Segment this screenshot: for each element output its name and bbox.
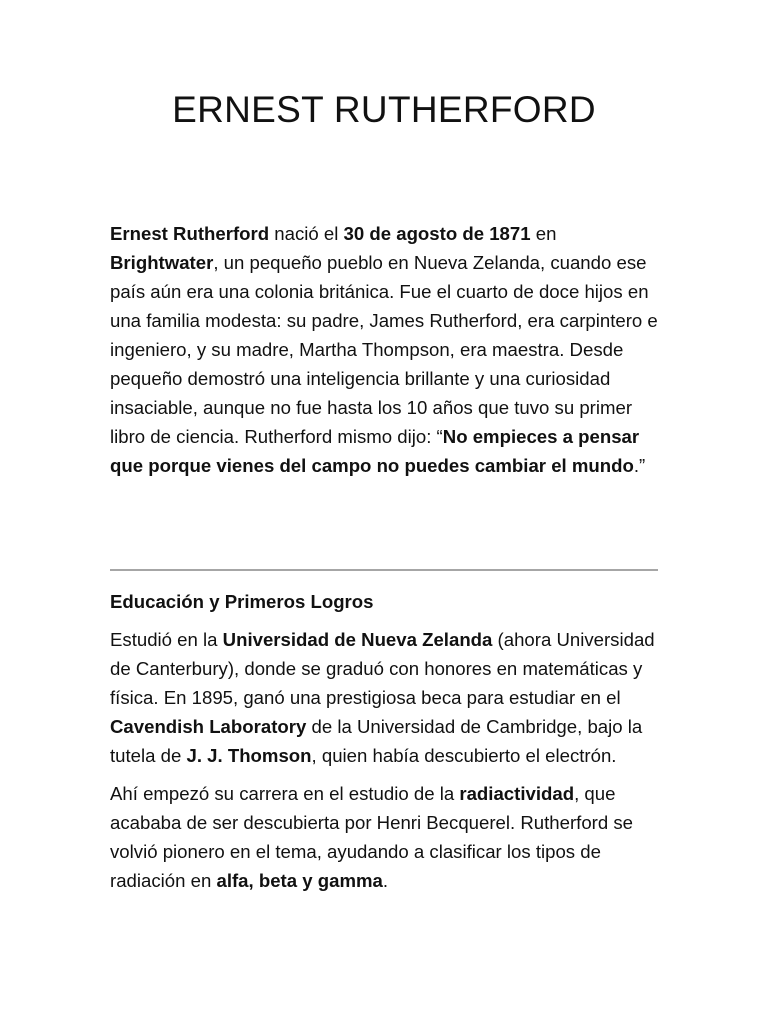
edu-text-2: (ahora Universidad de Canterbury), donde se graduó con honores en matemáticas y física. En 1895, ganó una prestigiosa beca para estudiar en el bbox=[110, 629, 655, 708]
intro-paragraph bbox=[110, 219, 666, 480]
edu-text-4: , quien había descubierto el electrón. bbox=[311, 745, 617, 766]
intro-text-2: en bbox=[530, 223, 557, 244]
quote: No empieces a pensar que porque vienes del campo no puedes cambiar el mundo bbox=[110, 426, 640, 476]
education-paragraph bbox=[110, 625, 666, 770]
radioactivity-paragraph bbox=[110, 779, 666, 895]
intro-section bbox=[110, 219, 666, 480]
edu-text-1: Estudió en la bbox=[110, 629, 223, 650]
rad-text-2: , que acababa de ser descubierta por Henri Becquerel. Rutherford se volvió pionero en el tema, ayudando a clasificar los tipos de radiación en bbox=[110, 783, 633, 891]
birth-date: 30 de agosto de 1871 bbox=[343, 223, 531, 244]
horizontal-divider bbox=[110, 569, 658, 571]
edu-text-3: de la Universidad de Cambridge, bajo la tutela de bbox=[110, 716, 643, 766]
radioactivity-term: radiactividad bbox=[459, 783, 575, 804]
person-name: Ernest Rutherford bbox=[110, 223, 270, 244]
intro-text-1: nació el bbox=[269, 223, 344, 244]
education-section bbox=[110, 587, 666, 904]
mentor-name: J. J. Thomson bbox=[186, 745, 312, 766]
intro-text-3: , un pequeño pueblo en Nueva Zelanda, cuando ese país aún era una colonia británica. Fue el cuarto de doce hijos en una familia modesta: su padre, James Rutherford, era carpintero e ingeniero, y su madre, Martha Thompson, era maestra. Desde pequeño demostró una inteligencia brillante y una curiosidad insaciable, aunque no fue hasta los 10 años que tuvo su primer libro de ciencia. Rutherford mismo dijo: “ bbox=[110, 252, 658, 447]
rad-text-3: . bbox=[382, 870, 389, 891]
section-heading: Educación y Primeros Logros bbox=[110, 591, 374, 612]
radiation-types: alfa, beta y gamma bbox=[216, 870, 383, 891]
lab-name: Cavendish Laboratory bbox=[110, 716, 307, 737]
intro-text-4: .” bbox=[633, 455, 646, 476]
page-title: ERNEST RUTHERFORD bbox=[172, 89, 596, 130]
rad-text-1: Ahí empezó su carrera en el estudio de la bbox=[110, 783, 460, 804]
birth-place: Brightwater bbox=[110, 252, 214, 273]
university-name: Universidad de Nueva Zelanda bbox=[222, 629, 493, 650]
